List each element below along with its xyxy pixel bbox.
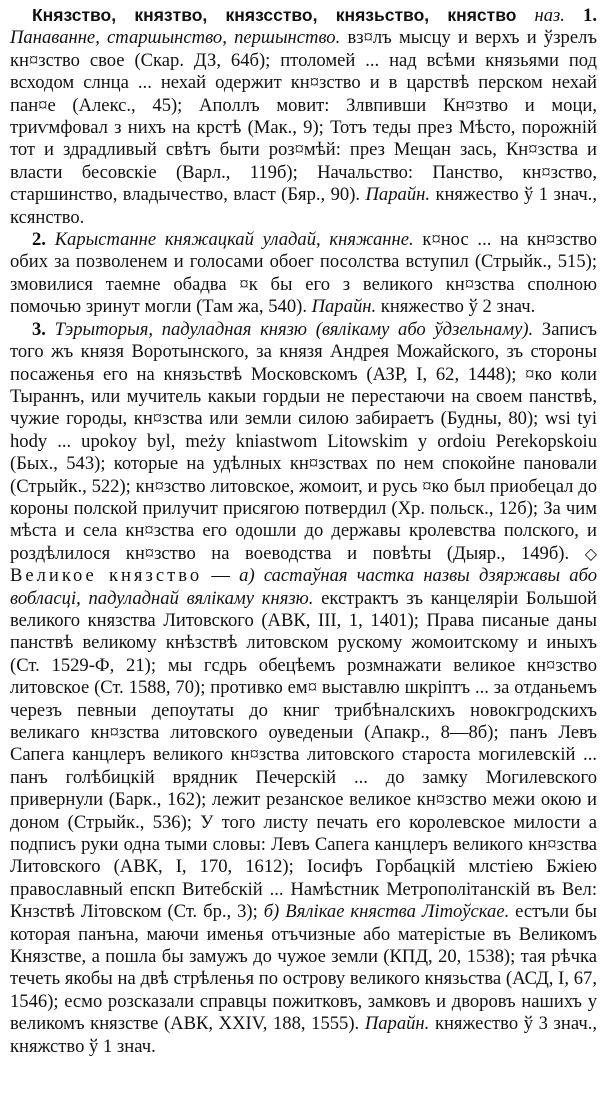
idiom-phrase: Великое князство (10, 565, 203, 587)
sense-2-parallel-text: княжество ў 2 знач. (380, 296, 536, 318)
sub-sense-b-quotations: естъли бы которая панъна, маючи именья отъчизные або матерiстые въ Великомъ Князстве, а пошла бы замужъ до чужое земли (КПД, 20, 1538); тая рѣчка течеть якобы на двѣ стрѣленья по острову великого князьства (АСД, I, 67, 1546); есмо розсказали справцы пожитковъ, замковъ и дворовъ нашихъ у великомъ князстве (АВК, XXIV, 188, 1555). (10, 901, 597, 1035)
sense-2-paragraph (10, 229, 597, 319)
sub-sense-b-label: б) (263, 901, 280, 923)
part-of-speech: наз. (534, 5, 565, 26)
diamond-icon: ◇ (584, 543, 597, 563)
sub-sense-b-gloss: Вялікае княства Літоўскае. (285, 901, 510, 923)
headword: Князство, князтво, князсство, князьство, княство (32, 5, 517, 25)
sense-1-parallel-label: Парайн. (365, 184, 430, 206)
sense-1-parallel-text: княжество ў 1 знач., ксянство. (10, 184, 597, 228)
sense-1-paragraph (10, 4, 597, 229)
sense-3-quotations: Записъ того жъ князя Воротынского, за князя Андрея Можайского, зъ стороны посаженья его на князьствѣ Московскомъ (АЗР, I, 62, 1448); ¤ко коли Тыраннъ, или мучитель какыи гордыи не перестаючи на своем панствѣ, чужие городы, кн¤зства или земли силою забираетъ (Будны, 80); wsi tyi hody ... upokoy byl, meży kniastwom Litowskim y ordoiu Perekopskoiu (Бых., 543); которые на удѣлных кн¤зствах по нем спокойне пановали (Стрыйк., 522); кн¤зство литовское, жомоит, и русь ¤ко был приобецал до короны полской прилучит присягою потвердил (Хр. польск., 12б); За чим мѣста и села кн¤зства его одошли до державы кролевства полского, и роздѣлилося кн¤зство на воеводства и повѣты (Дыяр., 149б). (10, 318, 597, 564)
sub-sense-a-gloss: састаўная частка назвы дзяржавы або вобласці, падуладнай вялікаму князю. (10, 565, 597, 609)
sub-sense-a-quotations: екстрактъ зъ канцеляріи Большой великого князства Литовского (АВК, III, 1, 1401); Права писаные даны панствѣ великому кнѣзствѣ литовском рускому жомоитскому и иныхъ (Ст. 1529-Ф, 21); мы гсдрь обецѣемъ розмнажати великое кн¤зство литовское (Ст. 1588, 70); противко ем¤ выставлю шкрiптъ ... за отданьемъ черезъ певныи депоутаты до книг трибѣналскихъ новокгродскихъ великаго кн¤зства литовского оуведеныи (Апакр., 8—8б); панъ Левъ Сапега канцлеръ великого кн¤зства литовского староста могилевскій ... панъ голѣбицкій врядник Печерскій ... до замку Могилевского привернули (Барк., 162); лежит резанское великое кн¤зство межи окою и доном (Стрыйк., 536); У того листу печать его королевское милости а подписъ руки одна тыми словы: Левъ Сапега канцлеръ великого кн¤зства Литовского (АВК, I, 170, 1612); Iосифъ Горбацкій млстiею Бжiею православный епскп Витебскій ... Намѣстник Метрополітанскій въ Вел: Кнзствѣ Лiтовском (Ст. бр., 3); (10, 587, 597, 923)
idiom-separator: — (211, 565, 230, 587)
sense-2-gloss: Карыстанне княжацкай уладай, княжанне. (54, 229, 414, 251)
sense-3-parallel-text: княжество ў 3 знач., княжство ў 1 знач. (10, 1013, 598, 1057)
sense-3-parallel-label: Парайн. (364, 1013, 430, 1035)
sense-2-quotations: к¤нос ... на кн¤зство обих за позволенем и голосами обоег посолства вступил (Стрыйк., 515); змовилися таемне обадва ¤к бы его з великого кн¤зства сполною помочью зринут могли (Там жа, 540). (10, 229, 597, 318)
sense-2-parallel-label: Парайн. (311, 296, 377, 318)
sense-3-paragraph (10, 319, 597, 1058)
sense-1-quotations: вз¤лъ мысцу и верхъ и ўзрелъ кн¤зство свое (Скар. ДЗ, 64б); птоломей ... над всѣми князьями под всходом слнца ... нехай одержит кн¤зство и в царствѣ перском нехай пан¤е (Алекс., 45); Аполлъ мовит: Злвпивши Кн¤зтво и моци, триѵмфовал з нихъ на крстѣ (Мак., 9); Тотъ теды през Мѣсто, порожній тот и здрадливый свѣтъ быти роз¤мѣй: през Мещан зась, Кн¤зства и власти бесовскіе (Варл., 119б); Начальство: Панство, кн¤зство, старшинство, владычество, власт (Бяр., 90). (10, 27, 598, 206)
sense-3-number: 3. (32, 318, 46, 340)
sub-sense-a-label: а) (239, 565, 255, 587)
sense-1-number: 1. (583, 5, 597, 26)
sense-1-gloss: Панаванне, старшынство, першынство. (10, 27, 341, 49)
sense-3-gloss: Тэрыторыя, падуладная князю (вялікаму або ўдзельнаму). (54, 318, 534, 340)
sense-2-number: 2. (32, 229, 46, 251)
